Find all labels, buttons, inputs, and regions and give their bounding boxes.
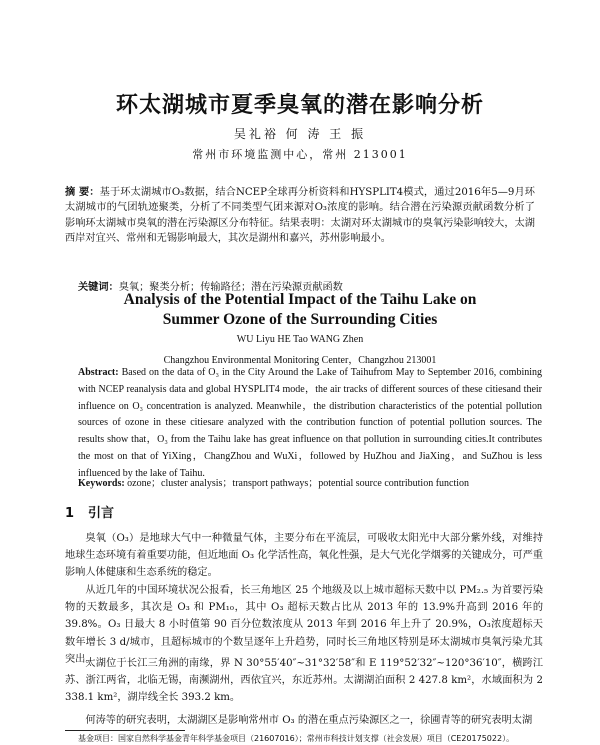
paper-title-cn: 环太湖城市夏季臭氧的潜在影响分析 — [115, 93, 484, 118]
authors-en: WU Liyu HE Tao WANG Zhen — [236, 334, 364, 345]
abstract-en-text: Based on the data of O₃ in the City Around the Lake of Taihufrom May to September 2016, combining with NCEP reanalysis data and global HYSPLIT4 mode，the air tracks of different sources of these citiesand their influence on O₃ concentration is analyzed. Meanwhile，the distribution characteristics of the potential pollution sources of ozone in these citiesare analyzed with the contribution function of potential pollution sources. The results show that，O₃ from the Taihu lake has great influence on that pollution in surrounding cities.It contributes the most on that of YiXing，ChangZhou and WuXi，followed by HuZhou and JiaXing，and SuZhou is less influenced by the lake of Taihu. — [78, 367, 543, 479]
section-heading — [65, 502, 114, 521]
section-number: 1 — [65, 506, 75, 521]
abstract-en-label: Abstract: — [78, 367, 119, 378]
funding-footnote: 基金项目：国家自然科学基金青年科学基金项目（21607016）；常州市科技计划支撑（社会发展）项目（CE20175022）。 — [78, 734, 515, 743]
keywords-en — [78, 474, 548, 489]
affiliation-cn: 常州市环境监测中心，常州 213001 — [192, 148, 408, 161]
body-paragraph-2: 从近几年的中国环境状况公报看，长三角地区 25 个地级及以上城市超标天数中以 PM₂.₅ 为首要污染物的天数最多，其次是 O₃ 和 PM₁₀，其中 O₃ 超标天数占比从 2013 年的 13.9%升高到 2016 年的 39.8%。O₃ 日最大 8 小时值第 90 百分位数浓度从 2013 年到 2016 年上升了 20.9%，O₃浓度超标天数年增长 3 d/城市，且超标城市的个数呈逐年上升趋势，同时长三角地区特别是环太湖城市臭氧污染尤其突出。 — [65, 585, 543, 665]
keywords-cn-text: 臭氧；聚类分析；传输路径；潜在污染源贡献函数 — [118, 282, 343, 293]
body-paragraph-1: 臭氧（O₃）是地球大气中一种微量气体，主要分布在平流层，可吸收太阳光中大部分紫外线，对维持地球生态环境有着重要功能，但近地面 O₃ 化学活性高，氧化性强，是大气光化学烟雾的关键成分，可严重影响人体健康和生态系统的稳定。 — [65, 533, 543, 579]
abstract-cn-label: 摘 要： — [65, 187, 100, 198]
paper-title-en — [0, 290, 600, 330]
abstract-cn — [65, 185, 535, 247]
abstract-en — [78, 365, 542, 483]
paper-title-en-line2: Summer Ozone of the Surrounding Cities — [162, 311, 438, 328]
keywords-en-label: Keywords: — [78, 478, 125, 489]
abstract-cn-text: 基于环太湖城市O₃数据，结合NCEP全球再分析资料和HYSPLIT4模式，通过2016年5—9月环太湖城市的气团轨迹聚类，分析了不同类型气团来源对O₃浓度的影响。结合潜在污染源贡献函数分析了影响环太湖城市臭氧的潜在污染源区分布特征。结果表明：太湖对环太湖城市的臭氧污染影响较大，太湖西岸对宜兴、常州和无锡影响最大，其次是湖州和嘉兴，苏州影响最小。 — [65, 187, 535, 245]
keywords-cn-label: 关键词： — [78, 282, 119, 293]
section-title: 引言 — [88, 506, 115, 521]
footnote-rule — [65, 730, 185, 731]
affiliation-en: Changzhou Environmental Monitoring Center，Changzhou 213001 — [163, 355, 437, 366]
body-paragraph-4: 何涛等的研究表明，太湖湖区是影响常州市 O₃ 的潜在重点污染源区之一，徐圃青等的研究表明太湖 — [85, 715, 533, 726]
body-paragraph-3: 太湖位于长江三角洲的南缘，界 N 30°55′40″~31°32′58″和 E 119°52′32″~120°36′10″，横跨江苏、浙江两省，北临无锡，南濒湖州，西依宜兴，东近苏州。太湖湖泊面积 2 427.8 km²，水域面积为 2 338.1 km²，湖岸线全长 393.2 km。 — [65, 658, 543, 704]
keywords-en-text: ozone；cluster analysis；transport pathways；potential source contribution function — [127, 478, 470, 489]
paper-title-en-line1: Analysis of the Potential Impact of the Taihu Lake on — [123, 291, 477, 308]
authors-cn: 吴礼裕 何 涛 王 振 — [233, 127, 367, 141]
